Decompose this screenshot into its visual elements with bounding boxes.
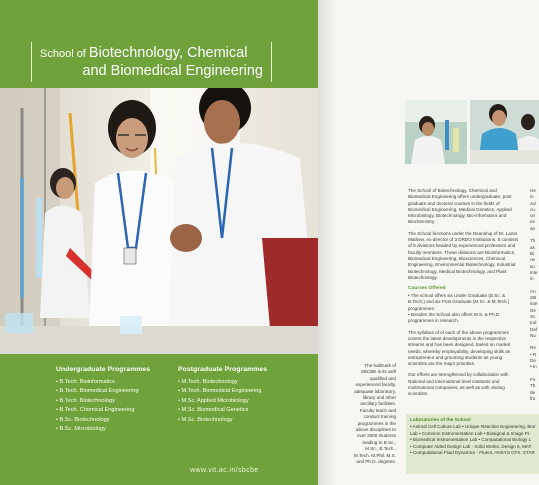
main-text-column bbox=[408, 188, 520, 403]
list-item: • B.Tech. Bioinformatics bbox=[56, 378, 150, 387]
list-item: • M.Tech. Biotechnology bbox=[178, 378, 267, 387]
programmes-band bbox=[0, 354, 318, 485]
school-title-line1 bbox=[40, 44, 247, 62]
ug-list bbox=[56, 378, 150, 434]
list-item: • Computational Fluid Dynamics - Fluent, ANSYS CFX, STAR bbox=[410, 450, 535, 456]
text-fragment: • R bbox=[530, 351, 537, 357]
list-item: • B.Tech. Chemical Engineering bbox=[56, 406, 150, 415]
laboratories-box bbox=[406, 414, 539, 474]
text-fragment: An bbox=[530, 288, 536, 294]
text-fragment: ex bbox=[530, 219, 535, 225]
page-fold-shadow bbox=[318, 0, 336, 485]
text-fragment: Bi bbox=[530, 250, 535, 256]
text-line: programmes in the bbox=[357, 420, 396, 426]
collaboration-paragraph: Our efforts are strengthened by collaboration with National and International level institutes and multinational companies, as well as with visiting scientists. bbox=[408, 372, 509, 397]
text-fragment: Fo bbox=[530, 376, 536, 382]
text-line: leading to B.Sc., bbox=[362, 439, 396, 445]
list-item: • M.Sc. Biomedical Genetics bbox=[178, 406, 267, 415]
text-fragment: SB bbox=[530, 295, 537, 301]
list-item: • Biomedical Instrumentation Lab • Computational Biology L bbox=[410, 437, 532, 443]
text-line: Faculty teach and bbox=[359, 407, 396, 413]
website-url: www.vit.ac.in/sbcbe bbox=[190, 467, 259, 474]
text-fragment: • In bbox=[530, 364, 537, 370]
text-line: over 3000 students bbox=[356, 433, 396, 439]
text-line: M.Tech. M.Phil. M.S. bbox=[353, 452, 396, 458]
text-line: conduct training bbox=[363, 414, 396, 420]
text-fragment: an bbox=[530, 225, 536, 231]
list-item: • The school offers six Under Graduate (B.Sc. & B.Tech.) and six Post Graduate (M.Sc. & M.Tech.) programmes. bbox=[408, 293, 510, 311]
text-fragment: in bbox=[530, 276, 534, 282]
lab-scene-illustration bbox=[0, 88, 318, 354]
intro-paragraph: The School of Biotechnology, Chemical and Biomedical Engineering offers undergraduate, post graduate and doctoral courses in the fields of Biomedical Engineering, Medical Genetics, Applied Microbiology, Biotechnology, Bio-informatics and Biochemistry. bbox=[408, 188, 512, 225]
students-lab-photo bbox=[0, 88, 318, 354]
text-fragment: de bbox=[530, 389, 536, 395]
text-line: qualified and bbox=[369, 375, 396, 381]
text-line: library and other bbox=[362, 395, 396, 401]
syllabus-paragraph: The syllabus of of each of the above programmes covers the latest developments in the respective streams and has been designed, based on market needs, whereby employability, developing skills as entrepreneur and grooming students as young scientists are the major priorities. bbox=[408, 329, 511, 367]
text-line: M.Sc., B.Tech., bbox=[365, 446, 396, 452]
school-title-box bbox=[31, 42, 272, 82]
labs-list bbox=[406, 424, 539, 457]
list-item: • B.Sc. Microbiology bbox=[56, 425, 150, 434]
text-line: adequate laboratory, bbox=[354, 388, 396, 394]
hallmark-text bbox=[346, 363, 396, 466]
labs-heading: Laboratories of the School bbox=[410, 418, 471, 423]
list-item: • B.Tech. Biomedical Engineering bbox=[56, 387, 150, 396]
lab-photo-illustration bbox=[405, 100, 467, 164]
text-fragment: Nu bbox=[530, 332, 536, 338]
pg-heading: Postgraduate Programmes bbox=[178, 366, 268, 373]
text-fragment: Th bbox=[530, 383, 536, 389]
text-line: SBCBE is its well bbox=[360, 369, 396, 375]
list-item: • Besides the School also offers M.S. & Ph.D. programmes in research. bbox=[408, 312, 501, 324]
school-title-main: Biotechnology, Chemical bbox=[88, 45, 248, 61]
school-title-line2: and Biomedical Engineering bbox=[82, 63, 263, 79]
text-fragment: De bbox=[530, 307, 536, 313]
lab-photo-small-right bbox=[470, 100, 539, 164]
undergraduate-programmes bbox=[56, 366, 150, 434]
text-fragment: inte bbox=[530, 301, 538, 307]
text-fragment: Ind bbox=[530, 320, 537, 326]
lab-photo-illustration bbox=[470, 100, 539, 164]
text-fragment: ne bbox=[530, 257, 536, 263]
pg-list bbox=[178, 378, 267, 425]
text-fragment: Th bbox=[530, 238, 536, 244]
courses-heading: Courses Offered bbox=[408, 286, 446, 292]
school-title-prefix: School of bbox=[40, 48, 89, 60]
text-fragment: cu bbox=[530, 206, 535, 212]
text-line: experienced faculty, bbox=[355, 382, 396, 388]
text-fragment: Ad bbox=[530, 200, 536, 206]
list-item: Lab • Common Instrumentation Lab • Biosignal & Image Pr bbox=[410, 430, 530, 436]
text-fragment: He bbox=[530, 188, 536, 193]
postgraduate-programmes bbox=[178, 366, 267, 425]
text-fragment: su bbox=[530, 263, 535, 269]
list-item: • M.Sc. Biotechnology bbox=[178, 416, 267, 425]
ug-heading: Undergraduate Programmes bbox=[56, 366, 151, 373]
list-item: • Animal Cell Culture Lab • Unique Reaction Engineering, Bior bbox=[410, 424, 536, 429]
text-fragment: fro bbox=[530, 395, 536, 401]
right-text-column-clipped bbox=[530, 188, 539, 402]
lab-photo-small-left bbox=[405, 100, 467, 164]
text-line: and Ph.D. degrees. bbox=[356, 459, 396, 465]
list-item: • Computer Aided Design Lab - Solid Works, Design 6, MAT bbox=[410, 443, 532, 449]
text-fragment: De bbox=[530, 358, 536, 364]
list-item: • M.Sc. Applied Microbiology bbox=[178, 397, 267, 406]
courses-list bbox=[408, 293, 520, 324]
text-fragment: Re bbox=[530, 345, 536, 351]
text-line: above disciplines to bbox=[355, 427, 396, 433]
deanship-paragraph: The School functions under the Deanship of Dr. Lazar Mathew, ex-director of 3 DRDO Institutions. It consists of 8 divisions headed by experienced professors and faculty members. These divisions are Bioinformatics, Biomedical Engineering, Biosciences, Chemical Engineering, Environmental Biotechnology, Industrial Biotechnology, Medical Biotechnology, and Plant Biotechnology. bbox=[408, 230, 519, 280]
text-line: The hallmark of bbox=[364, 363, 396, 368]
text-line: ancillary facilities. bbox=[360, 401, 396, 407]
text-fragment: as bbox=[530, 244, 535, 250]
text-fragment: inte bbox=[530, 269, 538, 275]
list-item: • B.Sc. Biotechnology bbox=[56, 416, 150, 425]
text-fragment: Def bbox=[530, 326, 538, 332]
text-fragment: un bbox=[530, 213, 536, 219]
text-fragment: Sc bbox=[530, 313, 536, 319]
list-item: • B.Tech. Biotechnology bbox=[56, 397, 150, 406]
list-item: • M.Tech. Biomedical Engineering bbox=[178, 387, 267, 396]
text-fragment: in bbox=[530, 194, 534, 200]
